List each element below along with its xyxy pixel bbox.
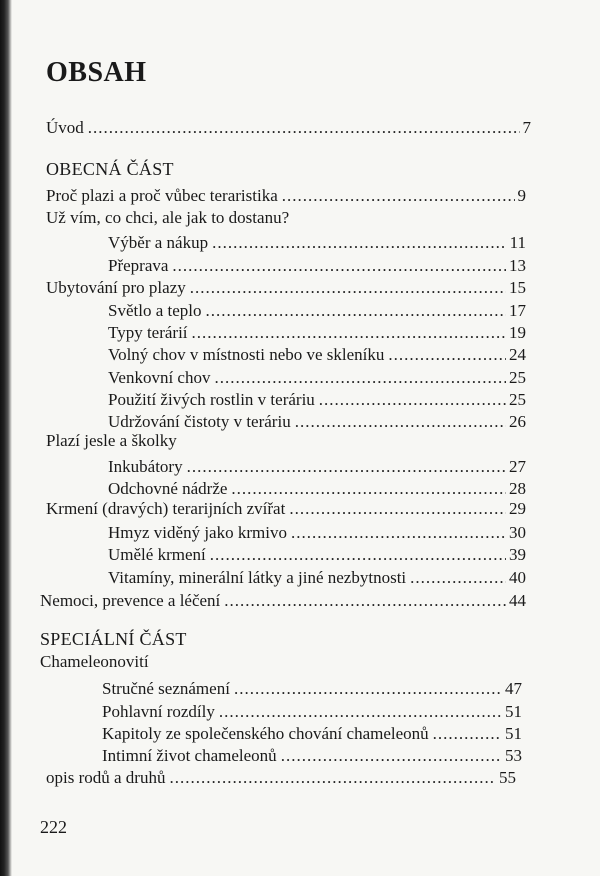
entry-page-number: 17 — [509, 301, 526, 320]
entry-label: Výběr a nákup — [108, 233, 209, 252]
entry-label: Intimní život chameleonů — [102, 746, 277, 765]
dot-leader — [172, 256, 506, 276]
entry-page-number: 15 — [509, 278, 526, 297]
toc-entry-genera-species[interactable] — [46, 768, 516, 788]
entry-label: Udržování čistoty v teráriu — [108, 412, 291, 431]
toc-entry-cleaning[interactable] — [108, 412, 526, 432]
entry-label: Stručné seznámení — [102, 679, 230, 698]
entry-page-number: 26 — [509, 412, 526, 431]
entry-page-number: 25 — [509, 390, 526, 409]
dot-leader — [219, 702, 502, 722]
toc-entry-nursery[interactable]: Plazí jesle a školky — [46, 431, 177, 450]
dot-leader — [388, 345, 506, 365]
entry-label: Proč plazi a proč vůbec teraristika — [46, 186, 278, 205]
toc-entry-intimate-life[interactable] — [102, 746, 522, 766]
page-title: OBSAH — [46, 57, 147, 88]
dot-leader — [291, 523, 506, 543]
dot-leader — [212, 233, 507, 253]
entry-label: Světlo a teplo — [108, 301, 202, 320]
entry-label: Úvod — [46, 118, 84, 137]
entry-page-number: 39 — [509, 545, 526, 564]
dot-leader — [88, 118, 520, 138]
toc-entry-social-behaviour[interactable] — [102, 724, 522, 744]
dot-leader — [190, 278, 506, 298]
entry-page-number: 28 — [509, 479, 526, 498]
dot-leader — [214, 368, 506, 388]
toc-entry-outdoor[interactable] — [108, 368, 526, 388]
entry-label: opis rodů a druhů — [46, 768, 166, 787]
entry-page-number: 44 — [509, 591, 526, 610]
entry-page-number: 51 — [505, 702, 522, 721]
toc-entry-incubators[interactable] — [108, 457, 526, 477]
toc-entry-intro[interactable] — [46, 118, 531, 138]
entry-page-number: 7 — [522, 118, 531, 137]
toc-entry-insects[interactable] — [108, 523, 526, 543]
dot-leader — [319, 390, 506, 410]
entry-label: Nemoci, prevence a léčení — [40, 591, 221, 610]
entry-label: Typy terárií — [108, 323, 188, 342]
entry-page-number: 55 — [499, 768, 516, 787]
toc-entry-types[interactable] — [108, 323, 526, 343]
entry-page-number: 13 — [509, 256, 526, 275]
entry-label: Hmyz viděný jako krmivo — [108, 523, 287, 542]
entry-page-number: 53 — [505, 746, 522, 765]
section-heading-special: SPECIÁLNÍ ČÁST — [40, 629, 187, 649]
entry-label: Ubytování pro plazy — [46, 278, 186, 297]
dot-leader — [410, 568, 506, 588]
entry-page-number: 24 — [509, 345, 526, 364]
dot-leader — [205, 301, 506, 321]
dot-leader — [187, 457, 506, 477]
dot-leader — [282, 186, 515, 206]
toc-entry-housing[interactable] — [46, 278, 526, 298]
dot-leader — [281, 746, 502, 766]
toc-entry-how-to-get[interactable]: Už vím, co chci, ale jak to dostanu? — [46, 208, 290, 227]
dot-leader — [234, 679, 502, 699]
toc-entry-rearing[interactable] — [108, 479, 526, 499]
entry-page-number: 29 — [509, 499, 526, 518]
entry-page-number: 11 — [509, 233, 526, 252]
toc-entry-light[interactable] — [108, 301, 526, 321]
toc-entry-disease[interactable] — [40, 591, 526, 611]
entry-label: Použití živých rostlin v teráriu — [108, 390, 315, 409]
dot-leader — [192, 323, 506, 343]
toc-entry-plants[interactable] — [108, 390, 526, 410]
dot-leader — [433, 724, 502, 744]
dot-leader — [169, 768, 496, 788]
dot-leader — [289, 499, 506, 519]
entry-label: Venkovní chov — [108, 368, 211, 387]
section-heading-general: OBECNÁ ČÁST — [46, 159, 174, 179]
toc-entry-free-keeping[interactable] — [108, 345, 526, 365]
dot-leader — [210, 545, 506, 565]
dot-leader — [231, 479, 506, 499]
entry-label: Vitamíny, minerální látky a jiné nezbytnosti — [108, 568, 407, 587]
entry-page-number: 9 — [517, 186, 526, 205]
toc-entry-vitamins[interactable] — [108, 568, 526, 588]
entry-label: Přeprava — [108, 256, 169, 275]
entry-label: Pohlavní rozdíly — [102, 702, 215, 721]
dot-leader — [295, 412, 506, 432]
entry-label: Odchovné nádrže — [108, 479, 228, 498]
toc-entry-transport[interactable] — [108, 256, 526, 276]
entry-label: Kapitoly ze společenského chování chameleonů — [102, 724, 429, 743]
entry-page-number: 19 — [509, 323, 526, 342]
entry-page-number: 27 — [509, 457, 526, 476]
toc-entry-selection[interactable] — [108, 233, 526, 253]
dot-leader — [224, 591, 506, 611]
page-folio-number: 222 — [40, 817, 67, 837]
entry-page-number: 47 — [505, 679, 522, 698]
toc-entry-artificial[interactable] — [108, 545, 526, 565]
entry-page-number: 30 — [509, 523, 526, 542]
toc-entry-why-reptiles[interactable] — [46, 186, 526, 206]
toc-entry-chameleons[interactable]: Chameleonovití — [40, 652, 149, 671]
entry-label: Volný chov v místnosti nebo ve skleníku — [108, 345, 385, 364]
entry-page-number: 25 — [509, 368, 526, 387]
toc-entry-sex-differences[interactable] — [102, 702, 522, 722]
entry-label: Inkubátory — [108, 457, 183, 476]
entry-page-number: 40 — [509, 568, 526, 587]
toc-entry-brief-intro[interactable] — [102, 679, 522, 699]
entry-page-number: 51 — [505, 724, 522, 743]
entry-label: Umělé krmení — [108, 545, 206, 564]
toc-entry-feeding[interactable] — [46, 499, 526, 519]
entry-label: Krmení (dravých) terarijních zvířat — [46, 499, 286, 518]
